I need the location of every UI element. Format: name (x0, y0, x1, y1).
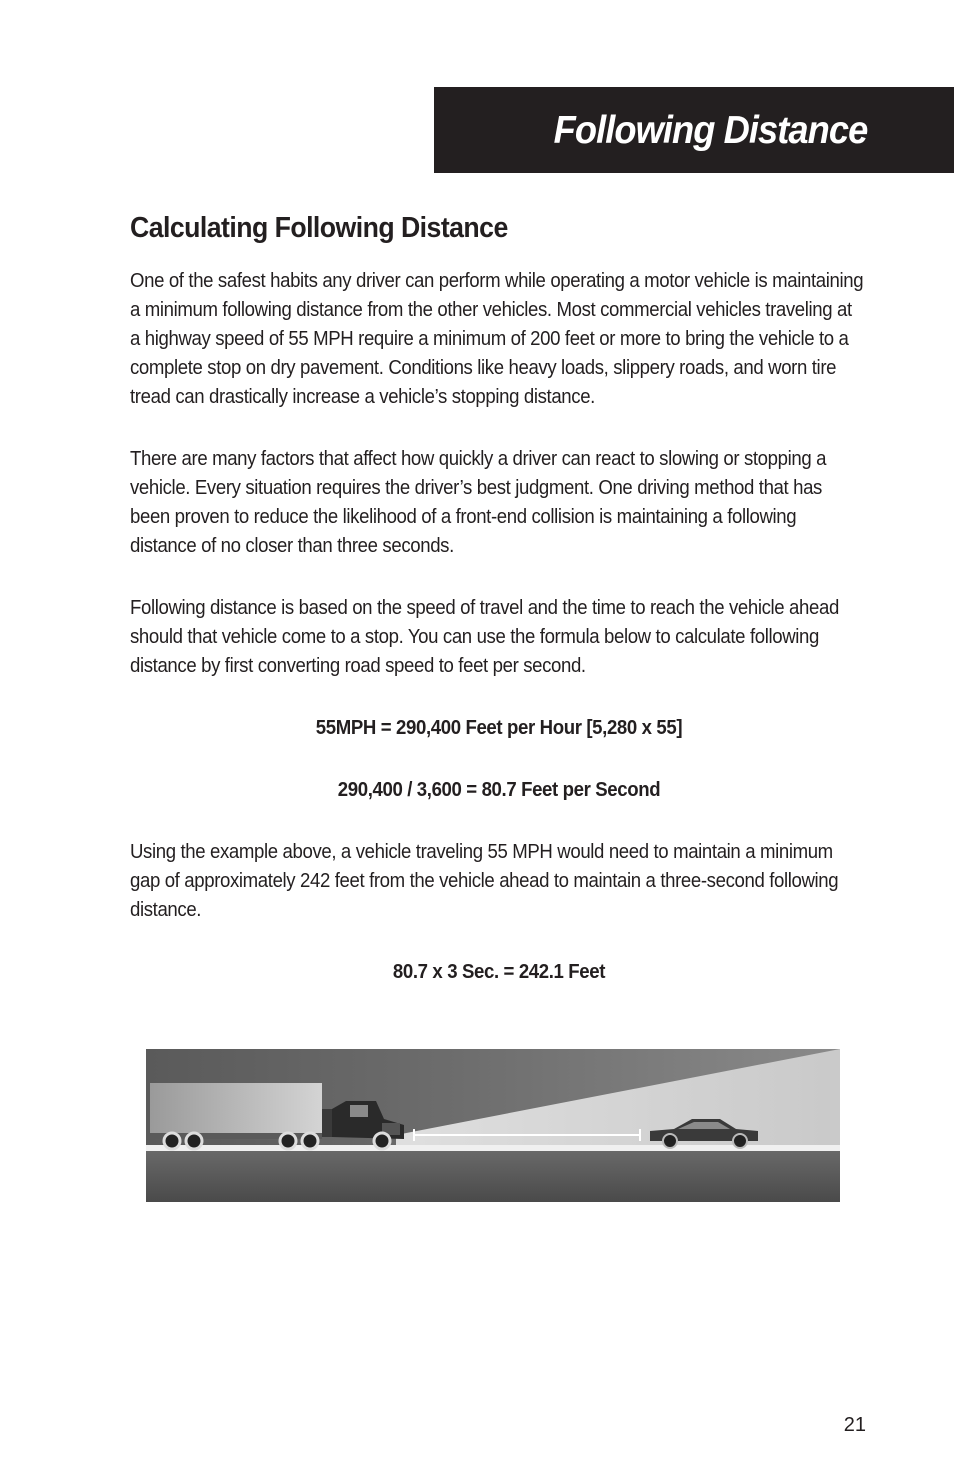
formula-feet-per-second: 290,400 / 3,600 = 80.7 Feet per Second (337, 779, 661, 801)
paragraph-factors: There are many factors that affect how quickly a driver can react to slowing or stopping a vehicle. Every situation requires the driver’s best judgment. One driving method that has been proven to reduce the likelihood of a front-end collision is maintaining a following distance of no closer than three seconds. (130, 448, 827, 557)
section-title: Calculating Following Distance (130, 212, 508, 244)
page-number: 21 (843, 1414, 866, 1436)
main-content (130, 212, 864, 987)
paragraph-intro: One of the safest habits any driver can perform while operating a motor vehicle is maintaining a minimum following distance from the other vehicles. Most commercial vehicles traveling at a highway speed of 55 MPH require a minimum of 200 feet or more to bring the vehicle to a complete stop on dry pavement. Conditions like heavy loads, slippery roads, and worn tire tread can drastically increase a vehicle’s stopping distance. (130, 270, 864, 408)
road (146, 1149, 840, 1202)
paragraph-formula-intro: Following distance is based on the speed of travel and the time to reach the vehicle ahead should that vehicle come to a stop. You can use the formula below to calculate following distance by first converting road speed to feet per second. (130, 597, 839, 677)
header-bar (434, 87, 954, 173)
paragraph-example: Using the example above, a vehicle traveling 55 MPH would need to maintain a minimum gap of approximately 242 feet from the vehicle ahead to maintain a three-second following distance. (130, 841, 839, 921)
page-title: Following Distance (553, 109, 867, 152)
formula-three-second-distance: 80.7 x 3 Sec. = 242.1 Feet (392, 961, 606, 983)
formula-feet-per-hour: 55MPH = 290,400 Feet per Hour [5,280 x 55] (315, 717, 683, 739)
following-distance-illustration (146, 1049, 840, 1202)
illustration-svg (146, 1049, 840, 1202)
